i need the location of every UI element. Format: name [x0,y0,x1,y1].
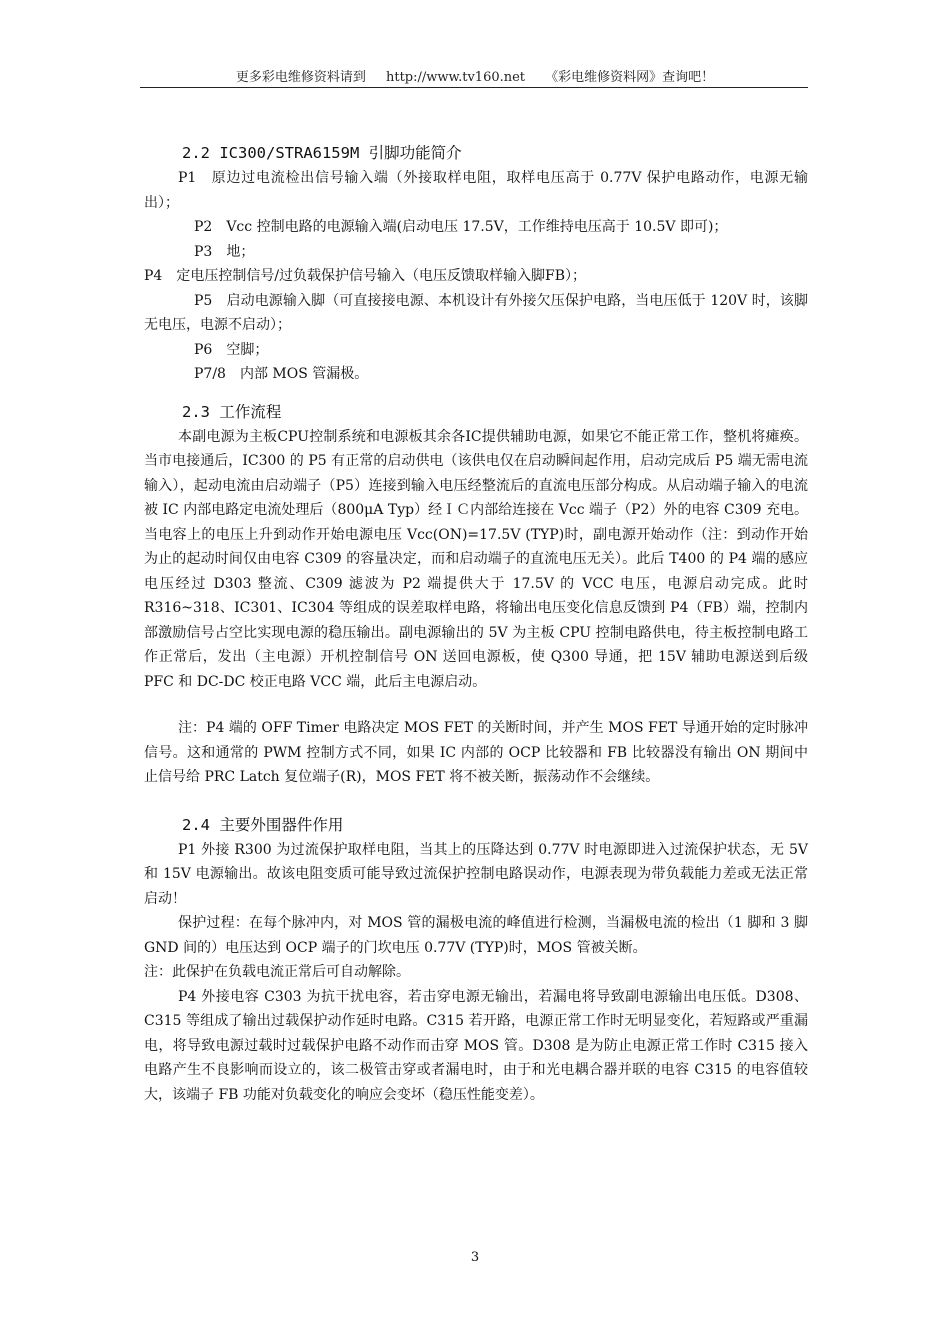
component-p4-paragraph: P4 外接电容 C303 为抗干扰电容，若击穿电源无输出，若漏电将导致副电源输出电压低。D308、C315 等组成了输出过载保护动作延时电路。C315 若开路，电源正常工作时无明显变化，若短路或严重漏电，将导致电源过载时过载保护电路不动作而击穿 MOS 管。D308 是为防止电源正常工作时 C315 接入电路产生不良影响而设立的，该二极管击穿或者漏电时，由于和光电耦合器并联的电容 C315 的电容值较大，该端子 FB 功能对负载变化的响应会变坏（稳压性能变差）。 [144,988,808,1103]
pin-p2: P2 Vcc 控制电路的电源输入端(启动电压 17.5V，工作维持电压高于 10.5V 即可)； [194,219,728,235]
pin-p6: P6 空脚； [194,341,269,358]
header-right-text: 《彩电维修资料网》查询吧！ [545,70,715,85]
workflow-note: 注：P4 端的 OFF Timer 电路决定 MOS FET 的关断时间，并产生 MOS FET 导通开始的定时脉冲信号。这和通常的 PWM 控制方式不同，如果 IC 内部的 OCP 比较器和 FB 比较器没有输出 ON 期间中止信号给 PRC Latch 复位端子(R)，MOS FET 将不被关断，振荡动作不会继续。 [144,720,808,785]
workflow-paragraph: 本副电源为主板CPU控制系统和电源板其余各IC提供辅助电源，如果它不能正常工作，整机将瘫痪。当市电接通后，IC300 的 P5 有正常的启动供电（该供电仅在启动瞬间起作用，启动完成后 P5 端无需电流输入），起动电流由启动端子（P5）连接到输入电压经整流后的直流电压部分构成。从启动端子输入的电流被 IC 内部电路定电流处理后（800μA Typ）经ＩＣ内部给连接在 Vcc 端子（P2）外的电容 C309 充电。当电容上的电压上升到动作开始电源电压 Vcc(ON)=17.5V (TYP)时，副电源开始动作（注：到动作开始为止的起动时间仅由电容 C309 的容量决定，而和启动端子的直流电压无关）。此后 T400 的 P4 端的感应电压经过 D303 整流、C309 滤波为 P2 端提供大于 17.5V 的 VCC 电压，电源启动完成。此时 R316~318、IC301、IC304 等组成的误差取样电路，将输出电压变化信息反馈到 P4（FB）端，控制内部激励信号占空比实现电源的稳压输出。副电源输出的 5V 为主板 CPU 控制电路供电，待主板控制电路工作正常后，发出（主电源）开机控制信号 ON 送回电源板，使 Q300 导通，把 15V 辅助电源送到后级 PFC 和 DC-DC 校正电路 VCC 端，此后主电源启动。 [144,428,808,690]
pin-p5: P5 启动电源输入脚（可直接接电源、本机设计有外接欠压保护电路，当电压低于 120V 时，该脚无电压，电源不启动）； [144,292,808,333]
component-p1-paragraph: P1 外接 R300 为过流保护取样电阻，当其上的压降达到 0.77V 时电源即进入过流保护状态，无 5V 和 15V 电源输出。故该电阻变质可能导致过流保护控制电路误动作，电源表现为带负载能力差或无法正常启动！ [144,841,808,907]
header-url[interactable]: http://www.tv160.net [385,70,526,85]
pin-p3: P3 地； [194,243,255,260]
pin-p4: P4 定电压控制信号/过负载保护信号输入（电压反馈取样输入脚FB）； [144,268,587,284]
section-2-4-title: 2.4 主要外围器件作用 [182,815,344,834]
section-2-3-title: 2.3 工作流程 [182,402,282,421]
section-2-2-title: 2.2 IC300/STRA6159M 引脚功能简介 [182,144,462,162]
pin-p1: P1 原边过电流检出信号输入端（外接取样电阻，取样电压高于 0.77V 保护电路动作，电源无输出）； [144,170,808,211]
protection-process-paragraph: 保护过程：在每个脉冲内，对 MOS 管的漏极电流的峰值进行检测，当漏极电流的检出（1 脚和 3 脚 GND 间的）电压达到 OCP 端子的门坎电压 0.77V (TYP)时，MOS 管被关断。 [144,915,808,956]
pin-p78: P7/8 内部 MOS 管漏极。 [194,366,369,382]
header-rule [140,87,808,88]
header-left-text: 更多彩电维修资料请到 [235,70,366,85]
page-number: 3 [470,1250,480,1265]
page-header [0,66,950,85]
document-body [144,140,808,1107]
protection-note: 注：此保护在负载电流正常后可自动解除。 [144,964,410,980]
